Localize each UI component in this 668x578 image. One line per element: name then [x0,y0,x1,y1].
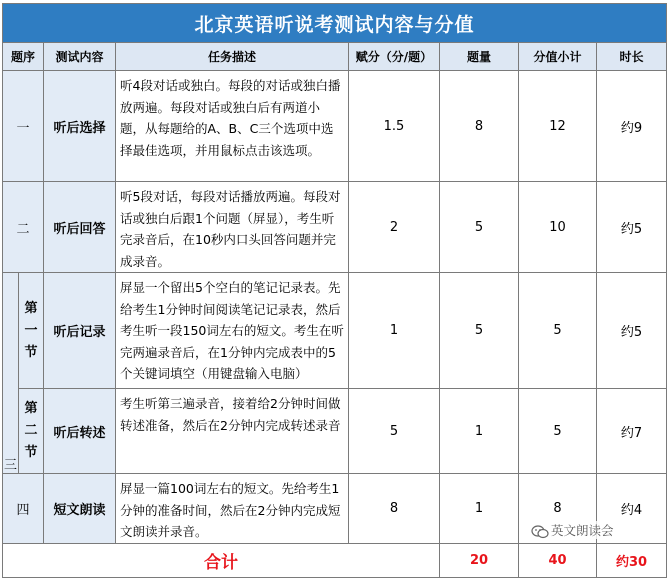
watermark-text: 英文朗读会 [551,523,614,538]
row-section [19,389,44,474]
total-label: 合计 [3,543,440,577]
header-content: 测试内容 [44,43,116,71]
row-score: 2 [349,182,440,273]
row-duration: 约7 [597,389,667,474]
header-seq: 题序 [3,43,44,71]
wechat-icon [531,525,549,539]
row-count: 1 [440,389,519,474]
table-row [3,182,667,273]
total-count: 20 [440,543,519,577]
row-seq: 三 [3,273,19,474]
row-subtotal: 10 [519,182,597,273]
table-row [3,273,667,389]
row-task: 屏显一篇100词左右的短文。先给考生1分钟的准备时间，然后在2分钟内完成短文朗读并录音。 [116,474,349,544]
header-task: 任务描述 [116,43,349,71]
row-count: 5 [440,273,519,389]
row-content: 听后回答 [44,182,116,273]
row-content: 听后记录 [44,273,116,389]
row-duration: 约9 [597,71,667,182]
row-duration: 约4 [597,474,667,544]
table-row [3,71,667,182]
row-content: 听后转述 [44,389,116,474]
row-score: 8 [349,474,440,544]
row-subtotal: 5 [519,389,597,474]
total-duration: 约30 [597,543,667,577]
row-section-text: 第一节 [24,300,38,360]
row-task: 听5段对话，每段对话播放两遍。每段对话或独白后跟1个问题（屏显），考生听完录音后，在10秒内口头回答问题并完成录音。 [116,182,349,273]
header-subtotal: 分值小计 [519,43,597,71]
total-row [3,543,667,577]
row-seq: 一 [3,71,44,182]
row-subtotal: 12 [519,71,597,182]
header-row [3,43,667,71]
table-row [3,389,667,474]
row-duration: 约5 [597,273,667,389]
watermark [528,521,617,539]
row-subtotal: 8 [519,474,597,544]
row-subtotal: 5 [519,273,597,389]
row-content: 听后选择 [44,71,116,182]
row-count: 8 [440,71,519,182]
row-count: 1 [440,474,519,544]
row-task: 屏显一个留出5个空白的笔记记录表。先给考生1分钟时间阅读笔记记录表，然后考生听一段150词左右的短文。考生在听完两遍录音后，在1分钟内完成表中的5个关键词填空（用键盘输入电脑） [116,273,349,389]
score-table [2,3,667,578]
row-score: 1 [349,273,440,389]
header-duration: 时长 [597,43,667,71]
row-content: 短文朗读 [44,474,116,544]
row-seq: 二 [3,182,44,273]
total-subtotal: 40 [519,543,597,577]
table-title: 北京英语听说考测试内容与分值 [3,4,667,43]
header-count: 题量 [440,43,519,71]
row-task: 考生听第三遍录音，接着给2分钟时间做转述准备，然后在2分钟内完成转述录音 [116,389,349,474]
row-score: 1.5 [349,71,440,182]
row-count: 5 [440,182,519,273]
row-section [19,273,44,389]
row-section-text: 第二节 [24,401,38,460]
row-seq: 四 [3,474,44,544]
row-score: 5 [349,389,440,474]
header-score: 赋分（分/题） [349,43,440,71]
row-duration: 约5 [597,182,667,273]
row-task: 听4段对话或独白。每段的对话或独白播放两遍。每段对话或独白后有两道小题，从每题给的A、B、C三个选项中选择最佳选项，并用鼠标点击该选项。 [116,71,349,182]
